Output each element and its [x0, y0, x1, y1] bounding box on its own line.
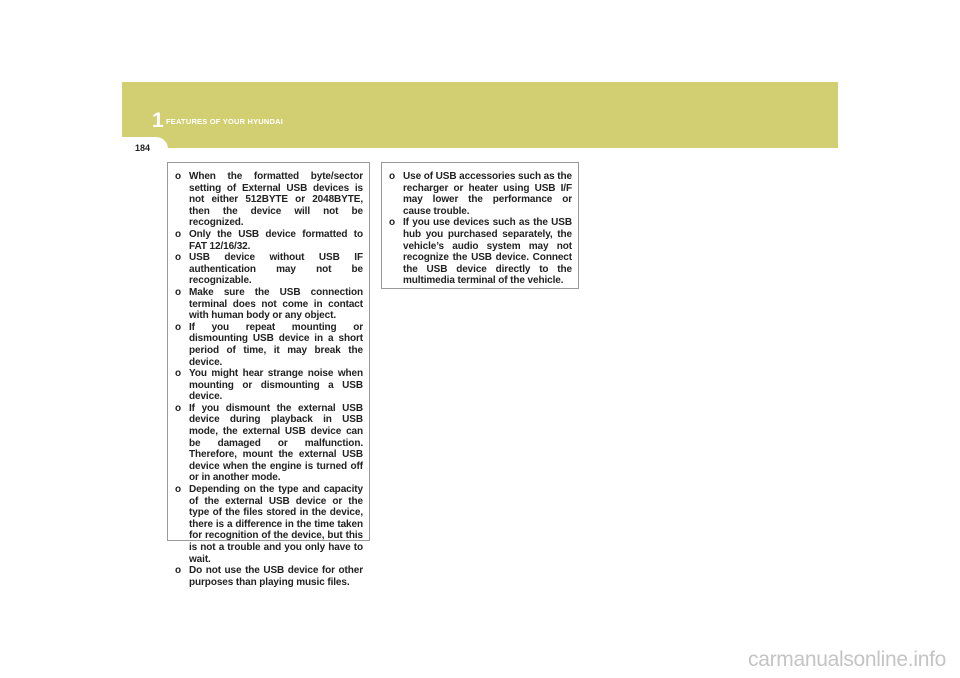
bullet: o	[175, 368, 182, 380]
bullet: o	[175, 286, 182, 298]
list-item-text: You might hear strange noise when mounting or dismounting a USB device.	[189, 368, 363, 403]
chapter-number: 1	[152, 109, 164, 132]
list-item	[175, 368, 363, 403]
right-notes-list	[389, 171, 572, 287]
bullet: o	[389, 171, 396, 182]
list-item	[175, 287, 363, 322]
list-item-text: Depending on the type and capacity of the external USB device or the type of the files stored in the device, there is a difference in the time taken for recognition of the device, but this is not a trouble and you only have to wait.	[189, 484, 363, 565]
bullet: o	[175, 171, 182, 182]
list-item	[175, 229, 363, 252]
left-notes-list	[175, 171, 363, 588]
list-item	[175, 403, 363, 484]
bullet: o	[389, 217, 396, 229]
list-item	[175, 565, 363, 588]
list-item-text: USB device without USB IF authentication may not be recognizable.	[189, 252, 363, 287]
bullet: o	[175, 565, 182, 577]
bullet: o	[175, 321, 182, 333]
list-item-text: Only the USB device formatted to FAT 12/16/32.	[189, 228, 363, 252]
list-item	[389, 217, 572, 287]
list-item-text: Use of USB accessories such as the recharger or heater using USB I/F may lower the performance or cause trouble.	[403, 171, 572, 217]
list-item	[175, 252, 363, 287]
list-item	[175, 484, 363, 565]
left-notes-box	[167, 162, 370, 588]
bullet: o	[175, 402, 182, 414]
list-item-text: If you repeat mounting or dismounting USB device in a short period of time, it may break the device.	[189, 321, 363, 368]
list-item-text: If you dismount the external USB device during playback in USB mode, the external USB device can be damaged or malfunction. Therefore, mount the external USB device when the engine is turned off or in another mode.	[189, 402, 363, 484]
header-band	[122, 82, 838, 148]
page-number: 184	[135, 143, 151, 153]
bullet: o	[175, 484, 182, 496]
watermark: carmanualsonline.info	[748, 648, 946, 671]
bullet: o	[175, 228, 182, 240]
list-item-text: If you use devices such as the USB hub you purchased separately, the vehicle’s audio system may not recognize the USB device. Connect the USB device directly to the multimedia terminal of the vehicle.	[403, 217, 572, 287]
right-notes-box	[381, 162, 579, 289]
list-item	[389, 171, 572, 217]
list-item-text: Do not use the USB device for other purposes than playing music files.	[189, 565, 363, 588]
list-item-text: When the formatted byte/sector setting of External USB devices is not either 512BYTE or 2048BYTE, then the device will not be recognized.	[189, 171, 363, 229]
list-item	[175, 171, 363, 229]
chapter-title: FEATURES OF YOUR HYUNDAI	[166, 117, 284, 126]
list-item	[175, 322, 363, 368]
bullet: o	[175, 252, 182, 264]
list-item-text: Make sure the USB connection terminal does not come in contact with human body or any object.	[189, 286, 363, 322]
